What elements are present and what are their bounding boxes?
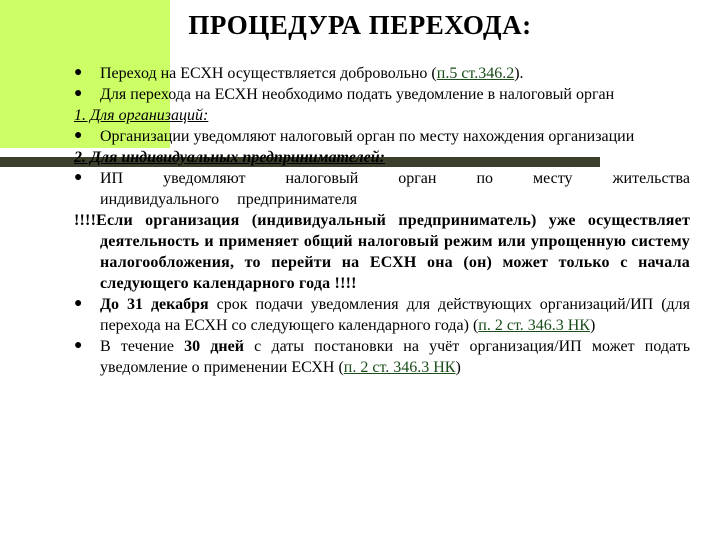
law-reference-link[interactable]: п. 2 ст. 346.3 НК xyxy=(478,317,590,334)
list-item: ● Переход на ЕСХН осуществляется добровольно (п.5 ст.346.2). xyxy=(74,65,524,82)
list-item: ● Для перехода на ЕСХН необходимо подать уведомление в налоговый орган xyxy=(74,86,615,103)
law-reference-link[interactable]: п.5 ст.346.2 xyxy=(436,65,515,82)
list-item: ● До 31 декабря срок подачи уведомления для действующих организаций/ИП (для перехода на ЕСХН со следующего календарного года) (п. 2 ст. 346.3 НК) xyxy=(74,296,691,334)
bullet-icon: ● xyxy=(74,128,83,143)
page-title: ПРОЦЕДУРА ПЕРЕХОДА: xyxy=(188,10,532,40)
list-item: ● Организации уведомляют налоговый орган по месту нахождения организации xyxy=(74,128,635,145)
bullet-icon: ● xyxy=(74,65,83,80)
bullet-icon: ● xyxy=(74,170,83,185)
list-item: ● ИП уведомляют налоговый орган по месту жительства индивидуального предпринимателя xyxy=(74,170,690,208)
list-item: ● В течение 30 дней с даты постановки на учёт организация/ИП может подать уведомление о применении ЕСХН (п. 2 ст. 346.3 НК) xyxy=(74,338,690,376)
bullet-icon: ● xyxy=(74,338,83,353)
section-heading: 2. Для индивидуальных предпринимателей: xyxy=(74,149,385,166)
slide-content xyxy=(74,63,690,378)
law-reference-link[interactable]: п. 2 ст. 346.3 НК xyxy=(343,359,456,376)
bullet-icon: ● xyxy=(74,296,83,311)
section-heading: 1. Для организаций: xyxy=(74,107,209,124)
bullet-icon: ● xyxy=(74,86,83,101)
important-note: !!!!Если организация (индивидуальный предприниматель) уже осуществляет деятельность и применяет общий налоговый режим или упрощенную систему налогообложения, то перейти на ЕСХН она (он) может только с начала следующего календарного года !!!! xyxy=(74,212,690,292)
